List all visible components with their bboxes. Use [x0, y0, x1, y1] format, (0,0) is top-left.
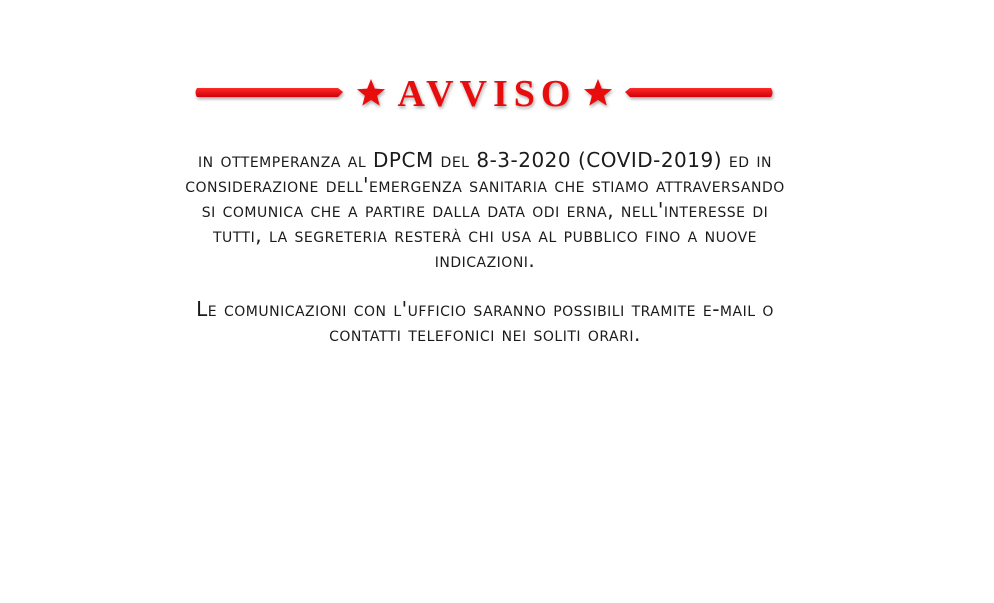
notice-title: AVVISO	[397, 73, 577, 115]
right-divider-bar	[625, 88, 773, 97]
notice-paragraph-2: Le comunicazioni con l'ufficio saranno possibili tramite e-mail o contatti telefonici nei soliti orari.	[196, 297, 774, 346]
notice-paragraph-1: in ottemperanza al DPCM del 8-3-2020 (COVID-2019) ed in considerazione dell'emergenza sanitaria che stiamo attraversando si comunica che a partire dalla data odi erna, nell'interesse di tutti, la segreteria resterà chi usa al pubblico fino a nuove indicazioni.	[185, 148, 785, 272]
star-icon	[584, 79, 612, 106]
left-divider-bar	[196, 88, 344, 97]
star-icon	[357, 79, 385, 106]
